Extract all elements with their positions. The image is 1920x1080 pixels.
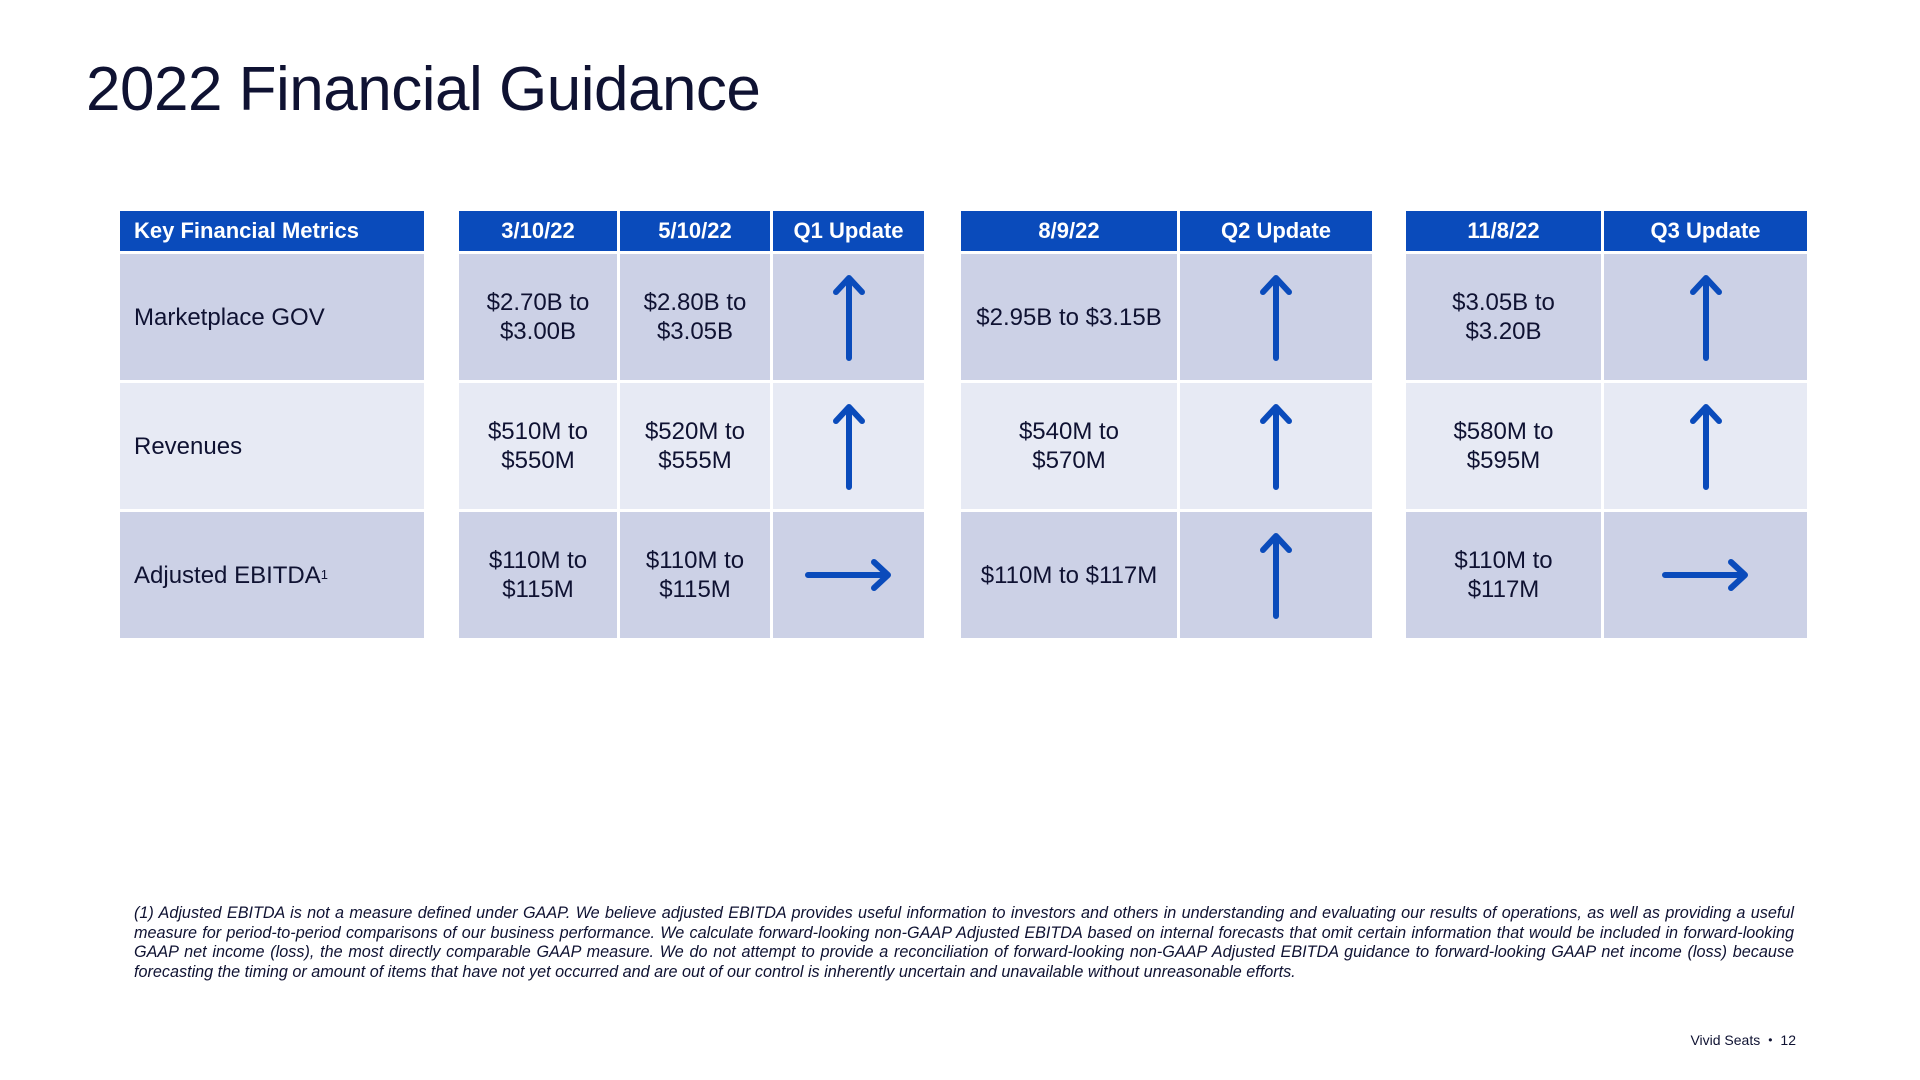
column-header: 5/10/22 [620,211,770,251]
guidance-cell [1406,383,1601,509]
guidance-group-q1 [459,211,924,638]
metric-label-text: Adjusted EBITDA [134,561,321,589]
metric-label-revenues [120,383,424,509]
column-header: 3/10/22 [459,211,617,251]
column-header: Q2 Update [1180,211,1372,251]
update-arrow-cell [1180,383,1372,509]
up-arrow-icon [1256,530,1296,620]
guidance-value: $580M to $595M [1453,418,1554,474]
metrics-header: Key Financial Metrics [120,211,424,251]
right-arrow-icon [804,555,894,595]
column-header: Q1 Update [773,211,924,251]
guidance-value: $110M to $117M [980,561,1158,589]
up-arrow-icon [1686,272,1726,362]
guidance-value: $520M to $555M [644,418,746,474]
guidance-value: $110M to $115M [645,547,745,603]
guidance-cell [1406,512,1601,638]
footer-brand: Vivid Seats [1690,1032,1761,1048]
guidance-group-q3 [1406,211,1807,638]
up-arrow-icon [1256,272,1296,362]
page-title: 2022 Financial Guidance [86,55,761,124]
metrics-column [120,211,424,638]
footnote: (1) Adjusted EBITDA is not a measure defined under GAAP. We believe adjusted EBITDA provides useful information to investors and others in understanding and evaluating our results of operations, as well as providing a useful measure for period-to-period comparisons of our business performance. We calculate forward-looking non-GAAP Adjusted EBITDA based on internal forecasts that omit certain information that would be included in forward-looking GAAP net income (loss), the most directly comparable GAAP measure. We do not attempt to provide a reconciliation of forward-looking non-GAAP Adjusted EBITDA guidance to forward-looking GAAP net income (loss) because forecasting the timing or amount of items that have not yet occurred and are out of our control is inherently uncertain and unavailable without unreasonable efforts. [134,904,1794,981]
footer [1690,1032,1796,1048]
right-arrow-icon [1661,555,1751,595]
up-arrow-icon [829,401,869,491]
metric-label-ebitda: Adjusted EBITDA 1 [120,512,424,638]
update-arrow-cell [1604,512,1807,638]
guidance-value: $110M to $117M [1454,547,1553,603]
update-arrow-cell [1180,512,1372,638]
guidance-value: $2.80B to $3.05B [643,289,747,345]
up-arrow-icon [1256,401,1296,491]
metric-label-text: Revenues [134,432,243,460]
guidance-value: $110M to $115M [488,547,588,603]
metric-label-text: Marketplace GOV [134,303,325,331]
column-header: 8/9/22 [961,211,1177,251]
guidance-cell [620,383,770,509]
up-arrow-icon [829,272,869,362]
footer-separator: • [1768,1033,1773,1047]
update-arrow-cell [1604,383,1807,509]
guidance-cell [459,383,617,509]
guidance-value: $3.05B to $3.20B [1452,289,1555,345]
guidance-value: $510M to $550M [487,418,589,474]
up-arrow-icon [1686,401,1726,491]
guidance-value: $540M to $570M [1018,418,1120,474]
column-header: Q3 Update [1604,211,1807,251]
update-arrow-cell [1604,254,1807,380]
guidance-cell [620,254,770,380]
guidance-group-q2 [961,211,1372,638]
guidance-value: $2.70B to $3.00B [486,289,590,345]
update-arrow-cell [773,254,924,380]
guidance-cell [1406,254,1601,380]
update-arrow-cell [1180,254,1372,380]
metric-label-gov [120,254,424,380]
page-number: 12 [1780,1032,1796,1048]
guidance-cell [459,254,617,380]
update-arrow-cell [773,512,924,638]
guidance-cell [961,383,1177,509]
update-arrow-cell [773,383,924,509]
guidance-value: $2.95B to $3.15B [976,303,1162,331]
column-header: 11/8/22 [1406,211,1601,251]
guidance-cell [620,512,770,638]
guidance-cell [961,254,1177,380]
guidance-cell [459,512,617,638]
guidance-cell [961,512,1177,638]
